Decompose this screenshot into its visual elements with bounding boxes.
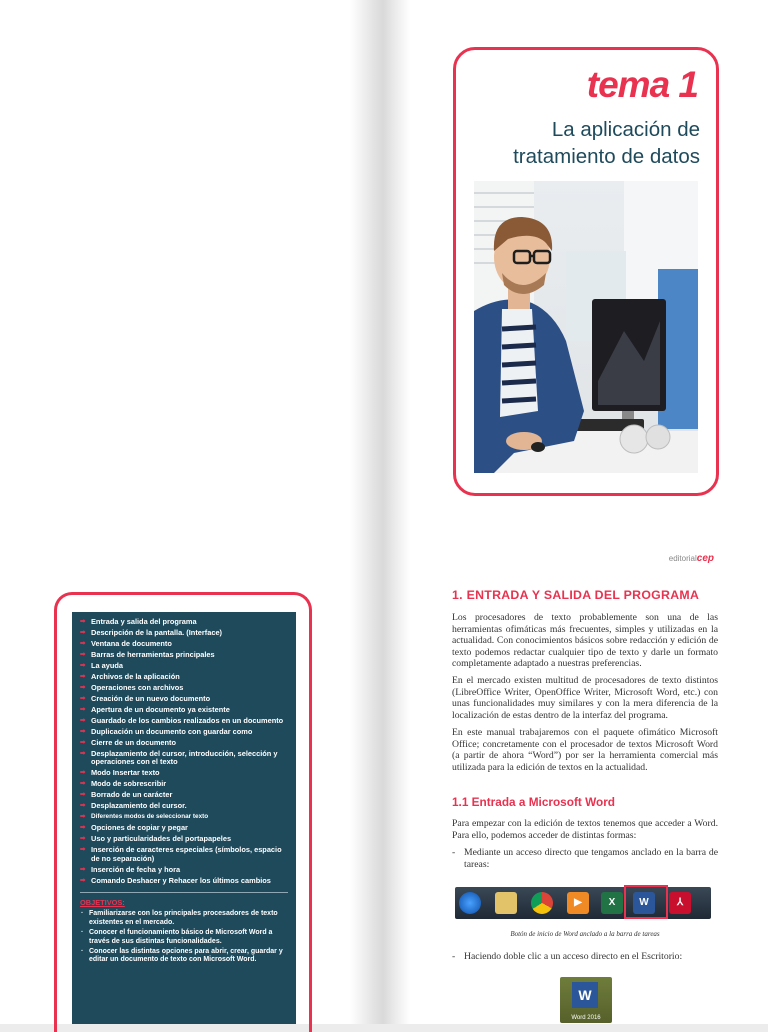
toc-item: ➡ Desplazamiento del cursor, introducción, selección y operaciones con el texto <box>80 750 288 767</box>
paragraph: En este manual trabajaremos con el paquete ofimático Microsoft Office; concretamente con el procesador de textos Microsoft Word (a partir de ahora “Word”) por ser la herramienta comercial más utilizada para la edición de textos en la actualidad. <box>452 727 718 773</box>
subsection-heading: 1.1 Entrada a Microsoft Word <box>452 795 616 809</box>
chrome-icon <box>531 892 553 914</box>
toc-item: ➡ Descripción de la pantalla. (Interface) <box>80 629 288 638</box>
toc-item: ➡ Guardado de los cambios realizados en un documento <box>80 717 288 726</box>
toc-item: ➡ Inserción de fecha y hora <box>80 866 288 875</box>
toc-item: ➡ Apertura de un documento ya existente <box>80 706 288 715</box>
toc-item: ➡ Duplicación un documento con guardar como <box>80 728 288 737</box>
man-at-computer-illustration <box>474 181 698 473</box>
chapter-number: tema 1 <box>586 64 698 105</box>
paragraph: Los procesadores de texto probablemente son una de las herramientas ofimáticas más frecuentes, simples y utilizadas en la actualidad. Con conocimientos básicos sobre redacción y edición de texto podemos redactar cualquier tipo de texto y darle un formato completamente adaptado a nuestras preferencias. <box>452 612 718 669</box>
toc-item: ➡ Uso y particularidades del portapapeles <box>80 835 288 844</box>
toc-box <box>72 612 296 1024</box>
publisher-brand: cep <box>696 553 714 564</box>
toc-item: ➡ Ventana de documento <box>80 640 288 649</box>
file-explorer-icon <box>495 892 517 914</box>
figure-caption: Botón de inicio de Word anclado a la barra de tareas <box>510 930 660 938</box>
media-player-icon: ▶ <box>567 892 589 914</box>
chapter-photo <box>474 181 698 473</box>
objective-item: · Conocer las distintas opciones para abrir, crear, guardar y editar un documento de texto con Microsoft Word. <box>80 948 288 965</box>
chapter-title-line2: tratamiento de datos <box>513 145 700 168</box>
toc-item: ➡ Archivos de la aplicación <box>80 673 288 682</box>
publisher-prefix: editorial <box>668 554 697 563</box>
toc-item: ➡ Cierre de un documento <box>80 739 288 748</box>
toc-item: ➡ Modo de sobrescribir <box>80 780 288 789</box>
publisher-logo <box>669 553 714 564</box>
bullet-item: - Haciendo doble clic a un acceso directo en el Escritorio: <box>452 951 718 963</box>
toc-item: ➡ Borrado de un carácter <box>80 791 288 800</box>
acrobat-icon: ⅄ <box>669 892 691 914</box>
toc-item: ➡ Entrada y salida del programa <box>80 618 288 627</box>
objective-item: · Conocer el funcionamiento básico de Microsoft Word a través de sus distintas funcionalidades. <box>80 929 288 946</box>
desktop-shortcut-image <box>560 977 612 1023</box>
toc-item: ➡ Barras de herramientas principales <box>80 651 288 660</box>
paragraph: Para empezar con la edición de textos tenemos que acceder a Word. Para ello, podemos acceder de distintas formas: <box>452 818 718 841</box>
book-gutter <box>350 0 410 1024</box>
objectives-title: OBJETIVOS: <box>80 898 125 908</box>
toc-item: ➡ Operaciones con archivos <box>80 684 288 693</box>
toc-item: ➡ Comando Deshacer y Rehacer los últimos cambios <box>80 877 288 886</box>
excel-icon: X <box>601 892 623 914</box>
toc-item: ➡ La ayuda <box>80 662 288 671</box>
toc-item: ➡ Desplazamiento del cursor. <box>80 802 288 811</box>
toc-item: ➡ Diferentes modos de seleccionar texto <box>80 813 288 822</box>
toc-item: ➡ Creación de un nuevo documento <box>80 695 288 704</box>
word-icon: W <box>633 892 655 914</box>
toc-item: ➡ Opciones de copiar y pegar <box>80 824 288 833</box>
chapter-title <box>440 116 700 170</box>
taskbar-image <box>455 887 711 919</box>
toc-list <box>80 618 288 885</box>
bullet-item: - Mediante un acceso directo que tengamos anclado en la barra de tareas: <box>452 847 718 870</box>
desktop-icon-label: Word 2016 <box>571 1015 601 1021</box>
toc-item: ➡ Modo Insertar texto <box>80 769 288 778</box>
paragraph: En el mercado existen multitud de procesadores de texto distintos (LibreOffice Writer, OpenOffice Writer, Microsoft Word, etc.) con unas funcionalidades muy similares y con la mera diferencia de la localización de estas dentro de la interfaz del programa. <box>452 675 718 721</box>
word-icon: W <box>572 982 598 1008</box>
word-icon-highlight <box>624 885 668 919</box>
toc-divider <box>80 892 288 893</box>
windows-start-icon <box>459 892 481 914</box>
objectives-list <box>80 910 288 964</box>
objective-item: · Familiarizarse con los principales procesadores de texto existentes en el mercado. <box>80 910 288 927</box>
section-heading: 1. ENTRADA Y SALIDA DEL PROGRAMA <box>452 588 700 602</box>
chapter-title-line1: La aplicación de <box>551 118 700 141</box>
toc-item: ➡ Inserción de caracteres especiales (símbolos, espacio de no separación) <box>80 846 288 863</box>
